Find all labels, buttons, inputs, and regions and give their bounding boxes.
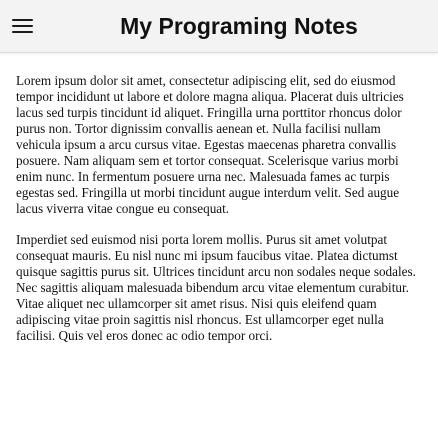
- hamburger-menu-icon[interactable]: [6, 12, 38, 40]
- menu-icon-line: [12, 25, 33, 27]
- menu-icon-line: [12, 19, 33, 21]
- notes-content-inner: [0, 52, 438, 344]
- bottom-edge: [0, 416, 438, 425]
- top-app-bar: [0, 0, 438, 53]
- notes-content[interactable]: [0, 52, 438, 416]
- note-paragraph-2: Imperdiet sed euismod nisi porta lorem mollis. Purus sit amet volutpat consequat mauris. Eu nisl nunc mi ipsum faucibus vitae. Platea dictumst quisque sagittis purus sit. Ultrices tincidunt arcu non sodales neque sodales. Nec sagittis aliquam malesuada bibendum arcu vitae elementum curabitur. Vitae aliquet nec ullamcorper sit amet risus. Nisi quis eleifend quam adipiscing vitae proin sagittis nisl rhoncus. Est ullamcorper eget nulla facilisi. Quis vel eros donec ac odio tempor orci.: [16, 232, 416, 343]
- page-title: My Programing Notes: [120, 13, 358, 39]
- menu-icon-line: [12, 31, 33, 33]
- note-paragraph-1: Lorem ipsum dolor sit amet, consectetur adipiscing elit, sed do eiusmod tempor incididunt ut labore et dolore magna aliqua. Placerat duis ultricies lacus sed turpis tincidunt id aliquet. Fringilla urna porttitor rhoncus dolor purus non. Tortor dignissim convallis aenean et. Nulla facilisi nullam vehicula ipsum a arcu cursus vitae. Egestas maecenas pharetra convallis posuere. Nam aliquam sem et tortor consequat. Scelerisque varius morbi enim nunc. In fermentum posuere urna nec. Malesuada fames ac turpis egestas sed. Fringilla ut morbi tincidunt augue interdum velit. Sed augue lacus viverra vitae congue eu consequat.: [16, 73, 404, 216]
